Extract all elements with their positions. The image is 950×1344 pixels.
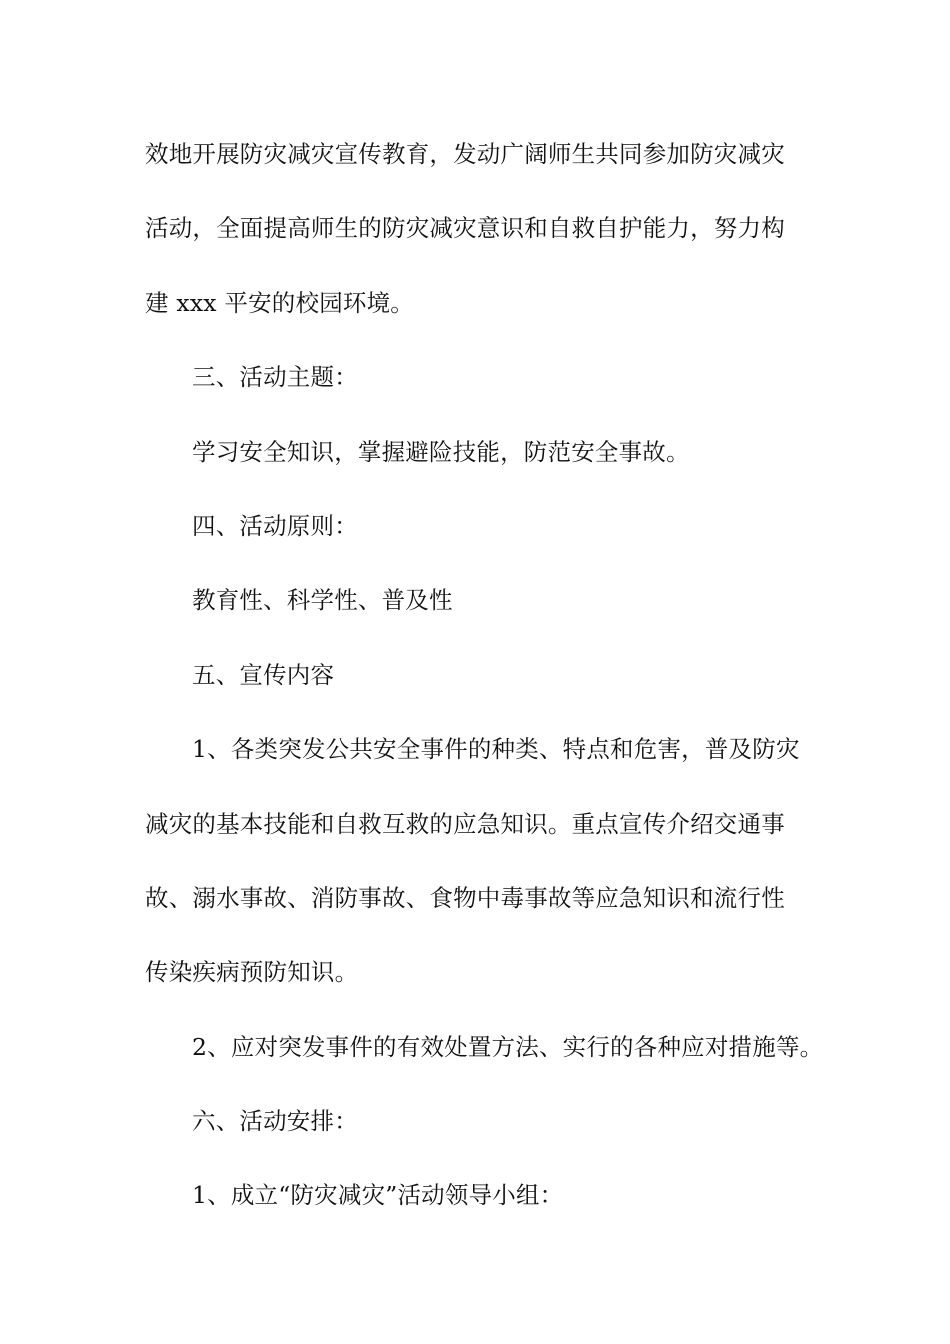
paragraph-line: 1、成立“防灾减灾”活动领导小组： bbox=[192, 1181, 564, 1210]
paragraph-line: 学习安全知识，掌握避险技能，防范安全事故。 bbox=[192, 437, 690, 466]
paragraph-line: 建 xxx 平安的校园环境。 bbox=[145, 288, 414, 317]
section-heading: 三、活动主题： bbox=[192, 363, 358, 392]
section-heading: 五、宣传内容 bbox=[192, 660, 335, 689]
document-body bbox=[145, 132, 824, 1248]
section-heading: 四、活动原则： bbox=[192, 511, 358, 540]
paragraph-line: 教育性、科学性、普及性 bbox=[192, 586, 453, 615]
paragraph-line: 2、应对突发事件的有效处置方法、实行的各种应对措施等。 bbox=[192, 1032, 824, 1061]
paragraph-line: 活动，全面提高师生的防灾减灾意识和自救自护能力，努力构 bbox=[145, 214, 785, 243]
paragraph-line: 效地开展防灾减灾宣传教育，发动广阔师生共同参加防灾减灾 bbox=[145, 140, 785, 168]
paragraph-line: 1、各类突发公共安全事件的种类、特点和危害，普及防灾 bbox=[192, 735, 800, 764]
paragraph-line: 传染疾病预防知识。 bbox=[145, 958, 359, 987]
paragraph-line: 减灾的基本技能和自救互救的应急知识。重点宣传介绍交通事 bbox=[145, 809, 785, 838]
paragraph-line: 故、溺水事故、消防事故、食物中毒事故等应急知识和流行性 bbox=[145, 883, 785, 912]
section-heading: 六、活动安排： bbox=[192, 1107, 358, 1136]
